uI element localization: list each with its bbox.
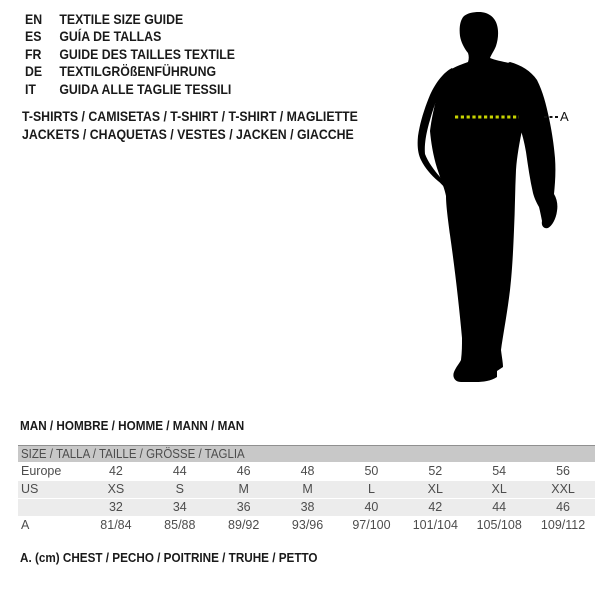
table-cell: 44 <box>172 464 187 478</box>
table-cell: M <box>302 482 313 496</box>
language-title: GUIDE DES TAILLES TEXTILE <box>59 45 236 62</box>
table-row-chest <box>18 516 595 534</box>
language-row <box>25 28 235 45</box>
table-row-numeric <box>18 498 595 516</box>
table-row-europe <box>18 462 595 480</box>
table-cell: 105/108 <box>476 518 522 532</box>
language-row <box>25 63 235 80</box>
table-cell: 52 <box>428 464 443 478</box>
size-table <box>18 445 595 534</box>
language-code: IT <box>25 80 36 97</box>
chest-measure-label: A <box>560 109 569 124</box>
table-cell: 42 <box>428 500 443 514</box>
table-cell: 40 <box>364 500 379 514</box>
table-cell: 46 <box>556 500 571 514</box>
table-cell: 42 <box>108 464 123 478</box>
language-title: GUIDA ALLE TAGLIE TESSILI <box>59 80 232 97</box>
row-label: US <box>21 482 39 496</box>
table-cell: 56 <box>556 464 571 478</box>
language-row <box>25 11 235 28</box>
language-row <box>25 46 235 63</box>
table-cell: 85/88 <box>164 518 196 532</box>
language-code: FR <box>25 45 42 62</box>
language-title: TEXTILGRÖßENFÜHRUNG <box>59 63 217 80</box>
table-cell: XXL <box>551 482 575 496</box>
table-cell: XL <box>427 482 443 496</box>
table-cell: 54 <box>492 464 507 478</box>
table-cell: 93/96 <box>291 518 324 532</box>
language-row <box>25 81 235 98</box>
table-cell: 34 <box>172 500 187 514</box>
row-label: A <box>21 518 30 532</box>
table-cell: 38 <box>300 500 315 514</box>
table-cell: 36 <box>236 500 251 514</box>
language-code: DE <box>25 63 43 80</box>
category-list <box>22 108 404 143</box>
table-cell: XL <box>491 482 507 496</box>
table-cell: 32 <box>108 500 123 514</box>
table-row-us <box>18 480 595 498</box>
row-label <box>18 499 84 516</box>
measure-footnote: A. (cm) CHEST / PECHO / POITRINE / TRUHE / PETTO <box>20 550 318 565</box>
language-list <box>25 11 264 98</box>
table-cell: 46 <box>236 464 251 478</box>
table-cell: S <box>175 482 184 496</box>
table-cell: 48 <box>300 464 315 478</box>
table-cell: 101/104 <box>412 518 458 532</box>
table-cell: 109/112 <box>540 518 586 532</box>
man-silhouette <box>415 0 600 400</box>
language-title: GUÍA DE TALLAS <box>59 28 162 45</box>
language-title: TEXTILE SIZE GUIDE <box>59 11 184 27</box>
table-cell: 81/84 <box>100 518 132 532</box>
size-table-header <box>18 445 595 462</box>
category-jackets: JACKETS / CHAQUETAS / VESTES / JACKEN / GIACCHE <box>22 125 354 142</box>
table-cell: M <box>238 482 249 496</box>
table-cell: L <box>367 482 375 496</box>
language-code: ES <box>25 28 42 45</box>
table-cell: 89/92 <box>228 518 260 532</box>
gender-caption: MAN / HOMBRE / HOMME / MANN / MAN <box>20 418 245 433</box>
table-cell: 44 <box>492 500 507 514</box>
language-code: EN <box>25 11 43 27</box>
table-cell: 50 <box>364 464 379 478</box>
table-cell: 97/100 <box>352 518 391 532</box>
row-label: Europe <box>21 464 62 478</box>
size-table-header-text: SIZE / TALLA / TAILLE / GRÖSSE / TAGLIA <box>21 447 245 461</box>
table-cell: XS <box>107 482 125 496</box>
category-tshirts: T-SHIRTS / CAMISETAS / T-SHIRT / T-SHIRT / MAGLIETTE <box>22 108 358 124</box>
